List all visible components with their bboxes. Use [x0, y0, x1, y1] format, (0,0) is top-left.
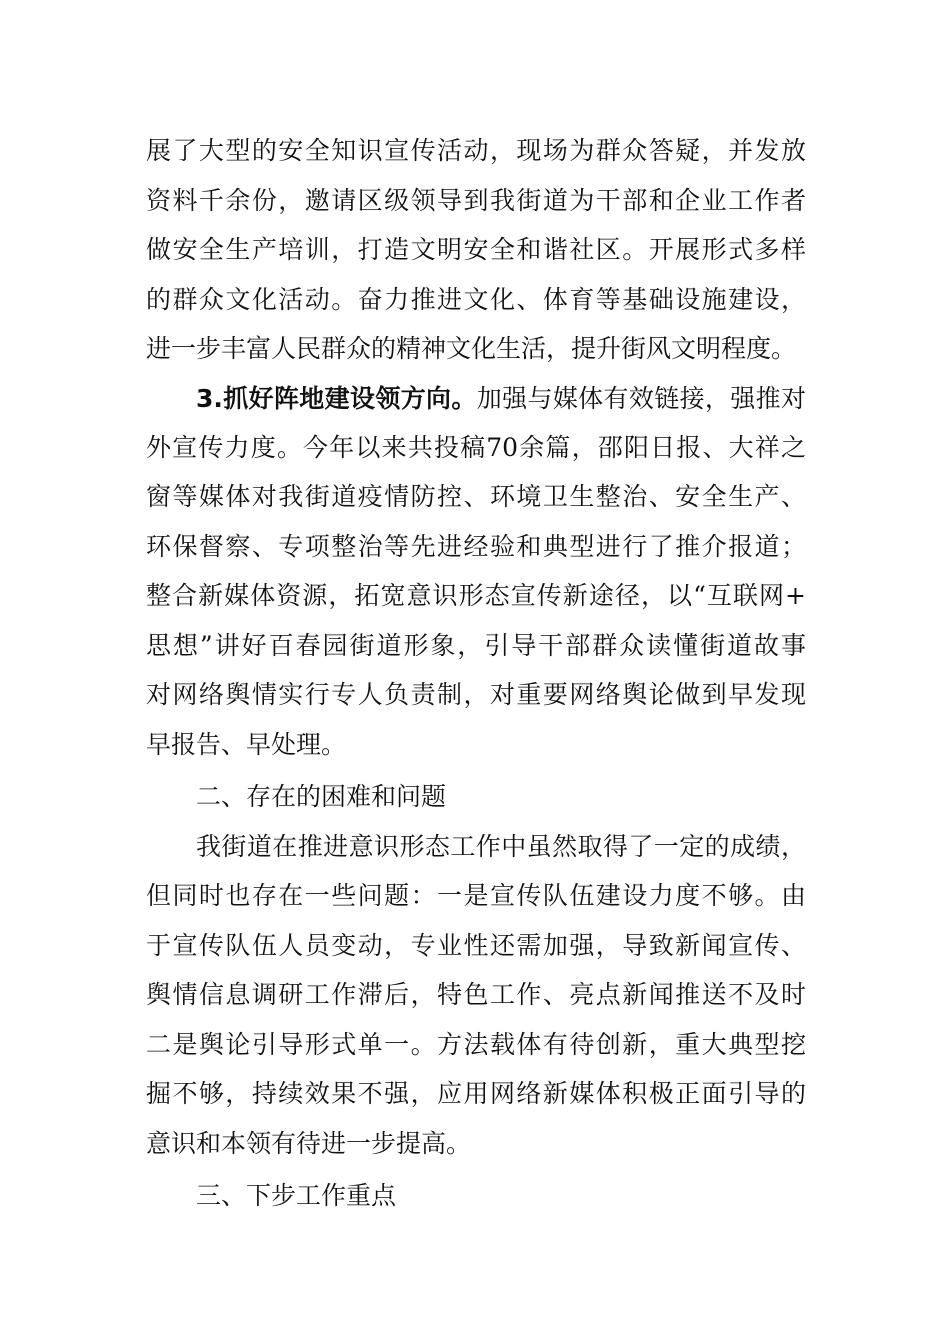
paragraph-line: 进一步丰富人民群众的精神文化生活，提升街风文明程度。	[146, 334, 797, 363]
paragraph-line: 于宣传队伍人员变动，专业性还需加强，导致新闻宣传、	[146, 931, 806, 960]
section-heading: 三、下步工作重点	[196, 1181, 397, 1210]
paragraph-line: 早报告、早处理。	[146, 730, 347, 759]
paragraph-line: 意识和本领有待进一步提高。	[146, 1129, 472, 1158]
paragraph-line: 整合新媒体资源，拓宽意识形态宣传新途径，以“互联网+	[146, 581, 806, 610]
paragraph-line: 但同时也存在一些问题：一是宣传队伍建设力度不够。由	[146, 881, 806, 910]
paragraph-line: 的群众文化活动。奋力推进文化、体育等基础设施建设，	[146, 285, 806, 314]
paragraph-line: 窗等媒体对我街道疫情防控、环境卫生整治、安全生产、	[146, 482, 806, 511]
paragraph-first-line: 我街道在推进意识形态工作中虽然取得了一定的成绩，	[196, 832, 806, 861]
section-lead-title: 3.抓好阵地建设领方向。	[196, 384, 477, 413]
paragraph-line: 环保督察、专项整治等先进经验和典型进行了推介报道；	[146, 532, 806, 561]
paragraph-line: 做安全生产培训，打造文明安全和谐社区。开展形式多样	[146, 235, 806, 264]
paragraph-first-line	[196, 379, 806, 419]
paragraph-line: 二是舆论引导形式单一。方法载体有待创新，重大典型挖	[146, 1030, 806, 1059]
section-heading: 二、存在的困难和问题	[196, 782, 447, 811]
paragraph-line: 思想”讲好百春园街道形象，引导干部群众读懂街道故事	[146, 631, 806, 660]
paragraph-line: 舆情信息调研工作滞后，特色工作、亮点新闻推送不及时	[146, 980, 806, 1009]
paragraph-line: 展了大型的安全知识宣传活动，现场为群众答疑，并发放	[146, 136, 806, 165]
paragraph-text: 加强与媒体有效链接，强推对	[476, 384, 806, 413]
paragraph-line: 资料千余份，邀请区级领导到我街道为干部和企业工作者	[146, 186, 806, 215]
paragraph-line: 对网络舆情实行专人负责制，对重要网络舆论做到早发现	[146, 680, 806, 709]
paragraph-line: 掘不够，持续效果不强，应用网络新媒体积极正面引导的	[146, 1079, 806, 1108]
paragraph-line: 外宣传力度。今年以来共投稿70余篇，邵阳日报、大祥之	[146, 433, 806, 462]
